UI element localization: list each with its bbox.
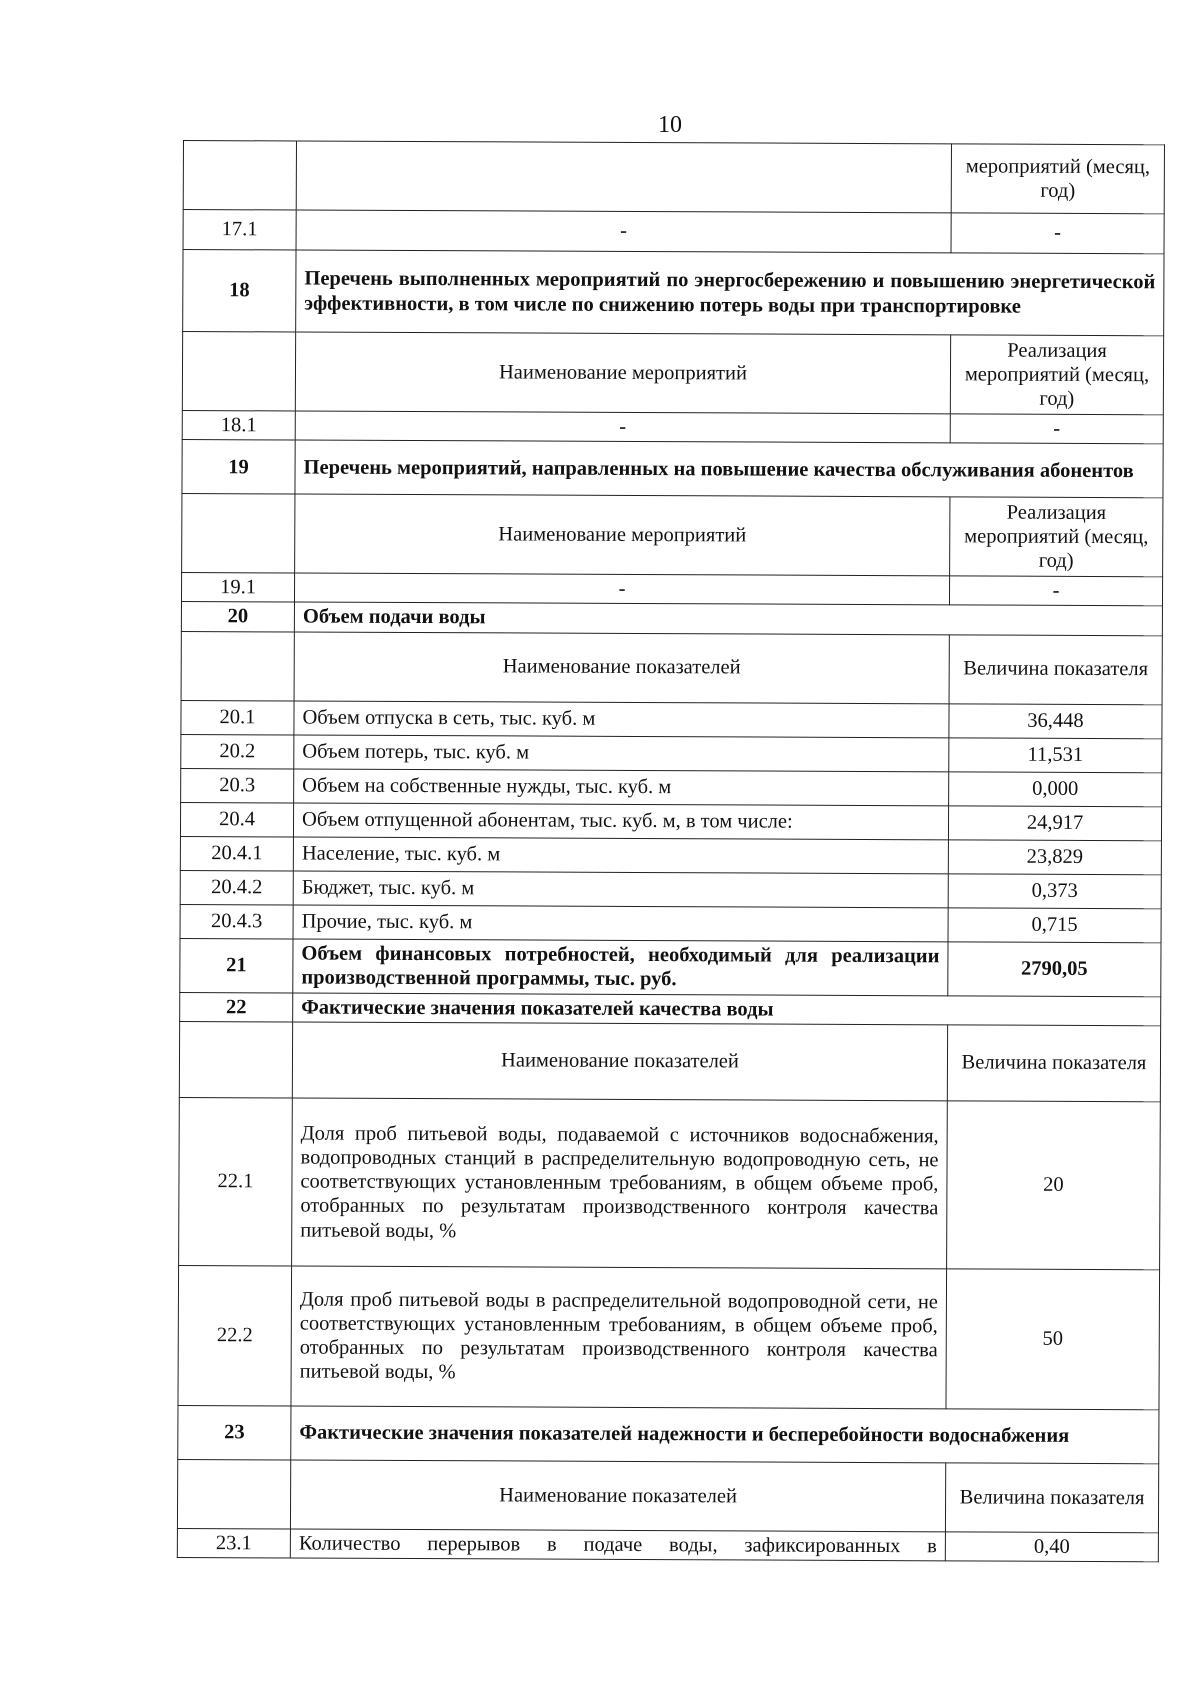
table-row-20-4-1	[180, 836, 1161, 874]
name-header: Наименование мероприятий	[295, 494, 950, 576]
section-number: 18	[183, 250, 296, 332]
row-number: 20.4.2	[180, 870, 293, 904]
number-cell	[177, 1459, 290, 1528]
row-number: 23.1	[177, 1528, 290, 1558]
value-header: Величина показателя	[945, 1463, 1158, 1533]
row-number: 20.4.3	[180, 904, 293, 938]
section-row-19	[182, 440, 1163, 498]
row-name: -	[295, 411, 950, 443]
table-row-top-header	[183, 141, 1164, 214]
row-name: Бюджет, тыс. куб. м	[293, 871, 948, 908]
row-name: Объем отпущенной абонентам, тыс. куб. м, в том числе:	[293, 803, 948, 840]
section-title: Объем финансовых потребностей, необходимый для реализации производственной программы, тыс. руб.	[293, 939, 948, 996]
row-value: 20	[947, 1101, 1161, 1270]
row-value: 36,448	[949, 703, 1162, 738]
row-value: 0,373	[948, 873, 1161, 908]
row-value: 0,40	[945, 1532, 1158, 1562]
table-row-header-20	[181, 631, 1162, 704]
table-row-23-1	[177, 1528, 1158, 1561]
section-number: 23	[178, 1405, 291, 1459]
row-number: 20.1	[181, 700, 294, 734]
name-header: Наименование показателей	[294, 632, 949, 704]
section-number: 20	[181, 602, 294, 632]
number-cell	[182, 494, 295, 573]
row-name: Объем на собственные нужды, тыс. куб. м	[294, 769, 949, 806]
section-title: Перечень мероприятий, направленных на повышение качества обслуживания абонентов	[295, 440, 1163, 498]
row-value: 23,829	[948, 839, 1161, 874]
name-header: Наименование мероприятий	[295, 332, 950, 414]
row-number: 20.2	[181, 734, 294, 768]
row-name: -	[296, 210, 951, 253]
production-program-table	[177, 140, 1165, 1562]
row-number: 22.1	[179, 1097, 293, 1265]
table-row-22-2	[178, 1265, 1160, 1409]
row-name: Население, тыс. куб. м	[293, 837, 948, 874]
row-number: 17.1	[183, 210, 296, 250]
section-row-22	[180, 992, 1161, 1025]
section-number: 19	[182, 440, 295, 494]
table-row-header-19	[182, 494, 1163, 577]
number-cell	[181, 631, 294, 700]
row-number: 22.2	[178, 1265, 292, 1405]
row-value: -	[951, 213, 1164, 254]
table-row-header-23	[177, 1459, 1158, 1532]
name-header: Наименование показателей	[292, 1022, 947, 1101]
row-value: 11,531	[949, 737, 1162, 772]
table-row-20-4-2	[180, 870, 1161, 908]
section-row-18	[183, 250, 1164, 336]
section-title: Перечень выполненных мероприятий по энергосбережению и повышению энергетической эффективности, в том числе по снижению потерь воды при транспортировке	[296, 250, 1164, 336]
table-row-20-3	[181, 768, 1162, 806]
table-row-header-18	[182, 332, 1163, 415]
value-header: Реализация мероприятий (месяц, год)	[950, 497, 1163, 577]
value-header: мероприятий (месяц, год)	[951, 144, 1164, 214]
number-cell	[182, 332, 295, 411]
table-row-20-2	[181, 734, 1162, 772]
table-row-20-4-3	[180, 904, 1161, 942]
row-number: 20.4.1	[180, 836, 293, 870]
value-header: Величина показателя	[949, 634, 1162, 704]
row-value: -	[950, 414, 1163, 444]
row-name: -	[294, 573, 949, 605]
row-name: Объем отпуска в сеть, тыс. куб. м	[294, 701, 949, 738]
row-value: 50	[946, 1269, 1160, 1410]
section-title: Фактические значения показателей качества воды	[293, 993, 1161, 1026]
table-row-17-1	[183, 210, 1164, 254]
row-number: 20.3	[181, 768, 294, 802]
row-name: Количество перерывов в подаче воды, зафиксированных в	[290, 1529, 945, 1561]
row-value: -	[949, 576, 1162, 606]
row-value: 0,000	[949, 771, 1162, 806]
section-row-21	[180, 938, 1161, 996]
name-cell	[296, 141, 951, 213]
value-header: Реализация мероприятий (месяц, год)	[950, 335, 1163, 415]
number-cell	[183, 141, 296, 210]
row-number: 18.1	[182, 410, 295, 440]
row-name: Объем потерь, тыс. куб. м	[294, 735, 949, 772]
name-header: Наименование показателей	[290, 1460, 945, 1532]
row-name: Доля проб питьевой воды, подаваемой с источников водоснабжения, водопроводных станций в распределительную водопроводную сеть, не соответствующих установленным требованиям, в общем объеме проб, отобранных по результатам производственного контроля качества питьевой воды, %	[292, 1098, 948, 1269]
value-header: Величина показателя	[947, 1025, 1160, 1102]
section-row-23	[178, 1405, 1159, 1463]
row-name: Прочие, тыс. куб. м	[293, 905, 948, 942]
table-row-18-1	[182, 410, 1163, 443]
section-title: Фактические значения показателей надежности и бесперебойности водоснабжения	[291, 1406, 1159, 1464]
table-row-19-1	[181, 573, 1162, 606]
table-row-22-1	[179, 1097, 1161, 1269]
table-row-header-22	[179, 1021, 1160, 1101]
row-name: Доля проб питьевой воды в распределительной водопроводной сети, не соответствующих установленным требованиям, в общем объеме проб, отобранных по результатам производственного контроля качества питьевой воды, %	[291, 1266, 947, 1409]
section-value: 2790,05	[948, 941, 1161, 996]
row-number: 19.1	[181, 573, 294, 603]
section-number: 22	[180, 992, 293, 1022]
row-value: 0,715	[948, 907, 1161, 942]
section-title: Объем подачи воды	[294, 602, 1162, 635]
number-cell	[179, 1021, 292, 1097]
row-number: 20.4	[180, 802, 293, 836]
table-row-20-1	[181, 700, 1162, 738]
page-number: 10	[658, 112, 682, 138]
section-number: 21	[180, 938, 293, 992]
table-row-20-4	[180, 802, 1161, 840]
section-row-20	[181, 602, 1162, 635]
row-value: 24,917	[948, 805, 1161, 840]
